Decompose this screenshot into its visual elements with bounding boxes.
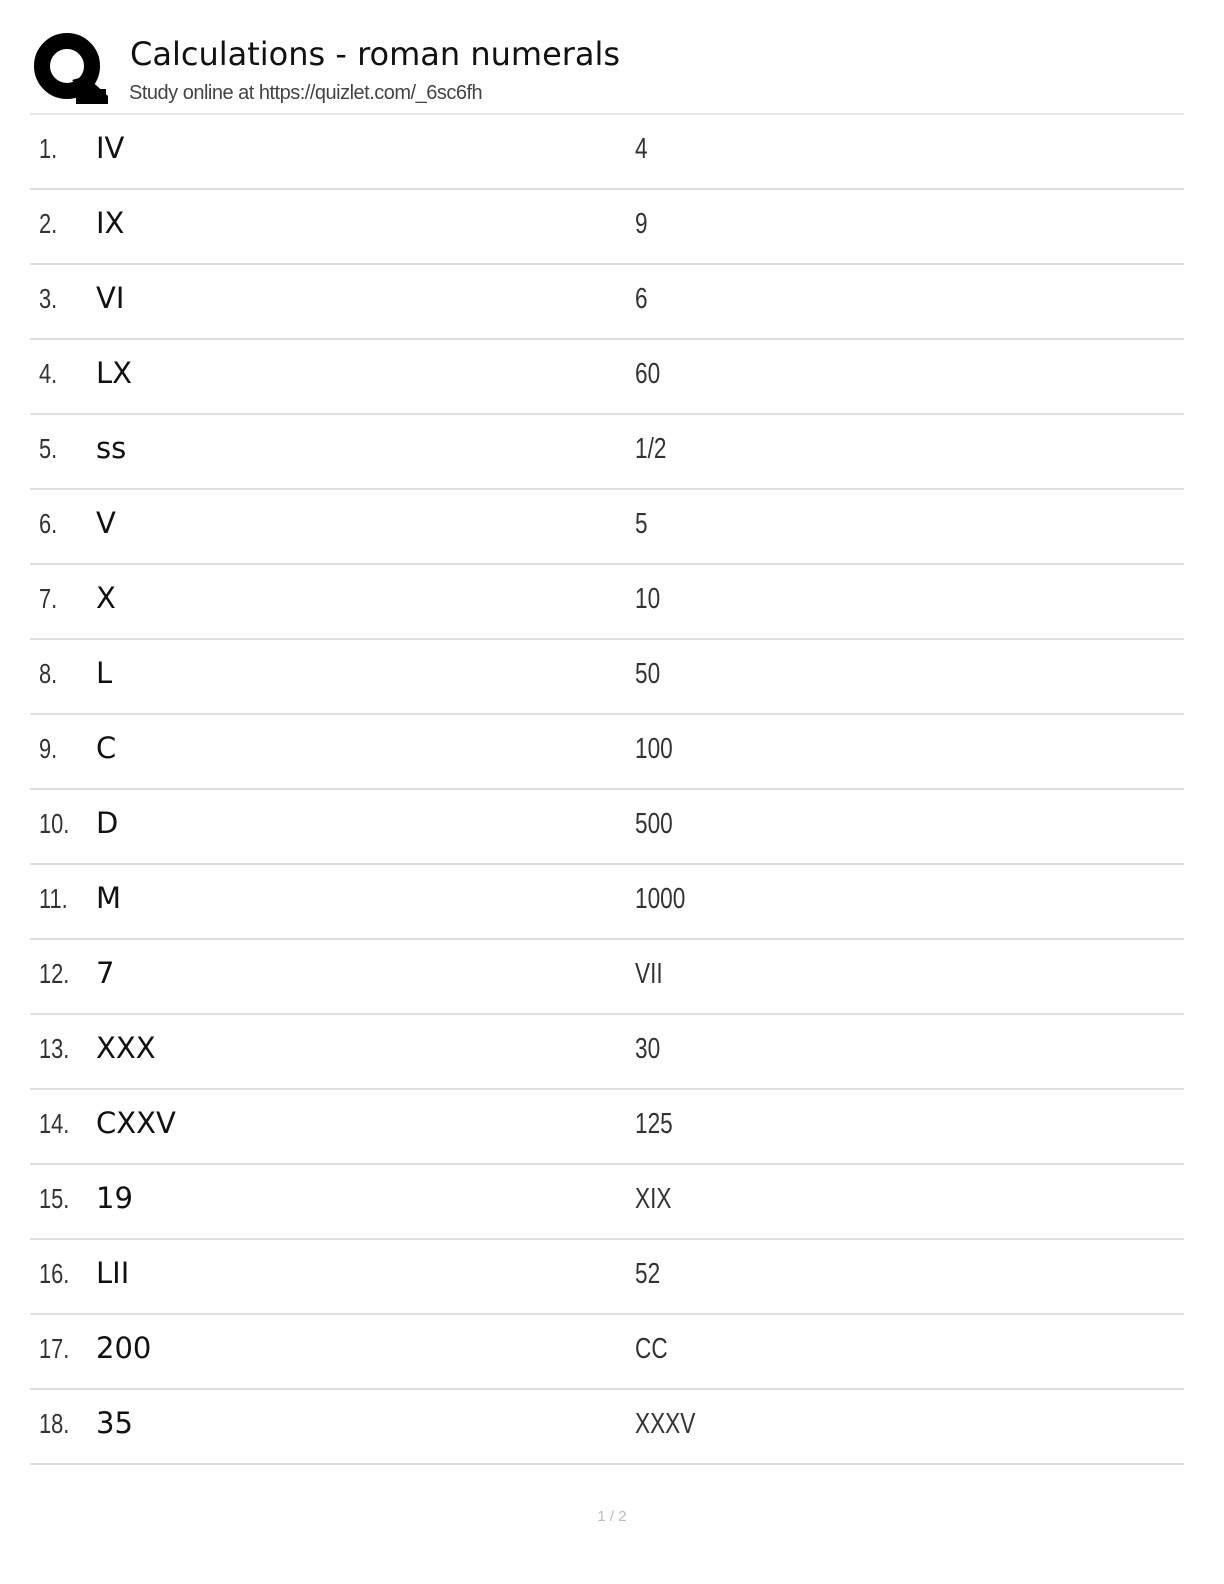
flashcard-row xyxy=(30,1240,1184,1315)
card-definition: 50 xyxy=(635,658,661,690)
document-title: Calculations - roman numerals xyxy=(130,35,621,73)
card-term: IV xyxy=(96,131,125,165)
card-definition: 4 xyxy=(635,133,648,165)
flashcard-row xyxy=(30,715,1184,790)
flashcard-row xyxy=(30,865,1184,940)
card-number: 12. xyxy=(39,958,70,989)
flashcard-row xyxy=(30,1165,1184,1240)
flashcard-row xyxy=(30,115,1184,190)
card-term: V xyxy=(96,506,116,540)
card-term: LX xyxy=(96,356,133,390)
card-term: ss xyxy=(96,431,127,465)
card-term: XXX xyxy=(96,1031,156,1065)
card-definition: 5 xyxy=(635,508,648,540)
study-online-link-text: Study online at https://quizlet.com/_6sc6fh xyxy=(129,82,483,104)
card-term: 19 xyxy=(96,1181,133,1215)
card-number: 18. xyxy=(39,1408,70,1439)
card-term: M xyxy=(96,881,122,915)
card-number: 5. xyxy=(39,433,58,464)
flashcard-row xyxy=(30,640,1184,715)
card-definition: 30 xyxy=(635,1033,661,1065)
flashcard-row xyxy=(30,1090,1184,1165)
card-term: 200 xyxy=(96,1331,152,1365)
card-number: 3. xyxy=(39,283,58,314)
quizlet-q-logo-icon xyxy=(32,32,108,108)
card-number: 13. xyxy=(39,1033,70,1064)
card-number: 1. xyxy=(39,133,58,164)
card-definition: CC xyxy=(635,1333,668,1365)
card-term: 7 xyxy=(96,956,115,990)
card-definition: 60 xyxy=(635,358,661,390)
card-number: 11. xyxy=(39,883,68,914)
flashcard-row xyxy=(30,265,1184,340)
card-term: 35 xyxy=(96,1406,133,1440)
card-definition: 500 xyxy=(635,808,673,840)
flashcard-row xyxy=(30,565,1184,640)
card-definition: 6 xyxy=(635,283,648,315)
flashcard-row xyxy=(30,340,1184,415)
card-number: 9. xyxy=(39,733,58,764)
card-definition: 10 xyxy=(635,583,661,615)
card-term: L xyxy=(96,656,113,690)
flashcard-row xyxy=(30,940,1184,1015)
flashcard-row xyxy=(30,1015,1184,1090)
flashcard-row xyxy=(30,1390,1184,1465)
flashcard-row xyxy=(30,415,1184,490)
card-definition: XXXV xyxy=(635,1408,696,1440)
card-definition: XIX xyxy=(635,1183,672,1215)
card-number: 17. xyxy=(39,1333,70,1364)
card-term: LII xyxy=(96,1256,130,1290)
card-definition: 1/2 xyxy=(635,433,667,465)
card-definition: 100 xyxy=(635,733,673,765)
page-number: 1 / 2 xyxy=(597,1508,627,1525)
card-number: 2. xyxy=(39,208,58,239)
card-number: 4. xyxy=(39,358,58,389)
card-number: 16. xyxy=(39,1258,70,1289)
card-definition: 125 xyxy=(635,1108,673,1140)
card-term: D xyxy=(96,806,119,840)
card-definition: 9 xyxy=(635,208,648,240)
card-number: 8. xyxy=(39,658,58,689)
card-term: C xyxy=(96,731,117,765)
card-number: 14. xyxy=(39,1108,70,1139)
card-term: VI xyxy=(96,281,125,315)
card-number: 10. xyxy=(39,808,70,839)
card-number: 7. xyxy=(39,583,58,614)
card-term: X xyxy=(96,581,116,615)
card-definition: 1000 xyxy=(635,883,686,915)
card-term: IX xyxy=(96,206,125,240)
flashcard-row xyxy=(30,490,1184,565)
flashcard-list xyxy=(30,115,1184,1465)
card-definition: VII xyxy=(635,958,663,990)
document-header xyxy=(30,28,1184,114)
card-term: CXXV xyxy=(96,1106,176,1140)
card-definition: 52 xyxy=(635,1258,661,1290)
flashcard-row xyxy=(30,790,1184,865)
flashcard-row xyxy=(30,190,1184,265)
card-number: 15. xyxy=(39,1183,70,1214)
flashcard-row xyxy=(30,1315,1184,1390)
card-number: 6. xyxy=(39,508,58,539)
